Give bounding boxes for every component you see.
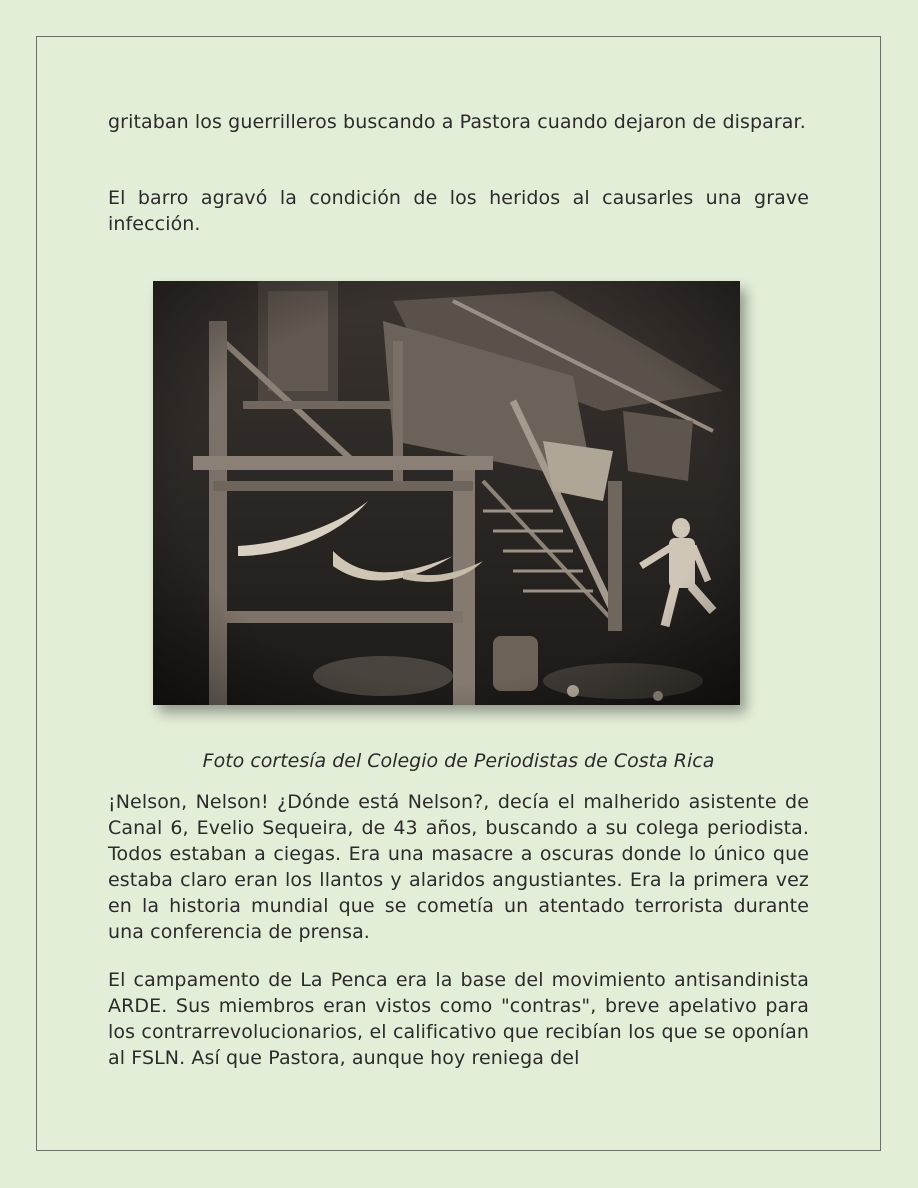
body-paragraph xyxy=(108,967,809,1071)
body-paragraph xyxy=(108,109,809,135)
body-paragraph xyxy=(108,789,809,945)
news-photo xyxy=(153,281,740,705)
photo-illustration xyxy=(153,281,740,705)
paragraph-text: El barro agravó la condición de los heridos al causarles una grave infección. xyxy=(108,187,809,235)
paragraph-text: El campamento de La Penca era la base del movimiento antisandinista ARDE. Sus miembros eran vistos como "contras", breve apelativo para los contrarrevolucionarios, el calificativo que recibían los que se oponían al FSLN. Así que Pastora, aunque hoy reniega del xyxy=(108,969,809,1069)
body-paragraph xyxy=(108,185,809,237)
photo-caption: Foto cortesía del Colegio de Periodistas de Costa Rica xyxy=(202,750,715,772)
paragraph-text: ¡Nelson, Nelson! ¿Dónde está Nelson?, decía el malherido asistente de Canal 6, Evelio Sequeira, de 43 años, buscando a su colega periodista. Todos estaban a ciegas. Era una masacre a oscuras donde lo único que estaba claro eran los llantos y alaridos angustiantes. Era la primera vez en la historia mundial que se cometía un atentado terrorista durante una conferencia de prensa. xyxy=(108,791,809,943)
paragraph-text: gritaban los guerrilleros buscando a Pastora cuando dejaron de disparar. xyxy=(108,111,806,133)
